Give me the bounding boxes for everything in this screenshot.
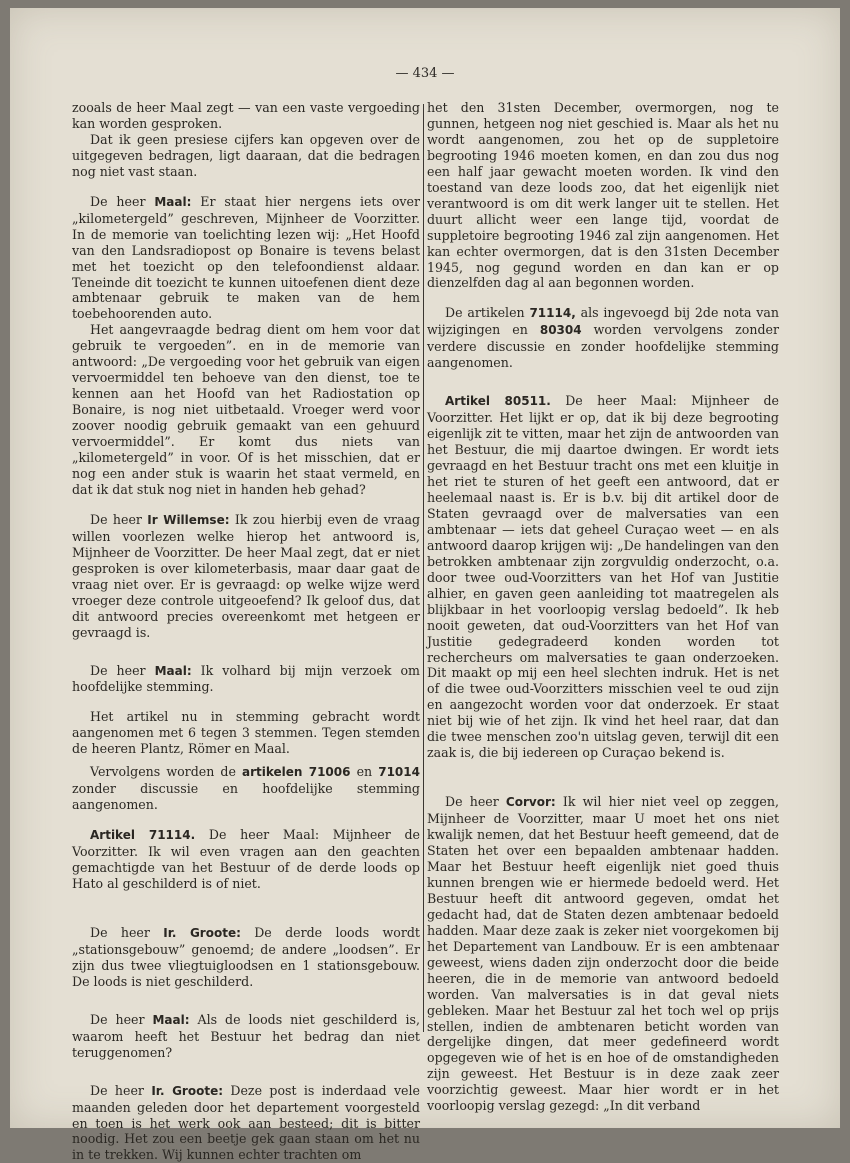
paragraph-text: De artikelen (445, 305, 530, 321)
paragraph (72, 132, 420, 180)
paragraph (427, 100, 779, 291)
paragraph (427, 794, 779, 1114)
paragraph (72, 1083, 420, 1163)
speaker-label: artikelen 71006 (242, 765, 351, 780)
paragraph (427, 305, 779, 371)
page-number: — 434 — (395, 66, 455, 81)
paragraph-text: Als de loods niet geschilderd is, waarom heeft het Bestuur het bedrag dan niet teruggenomen? (72, 1011, 420, 1060)
paragraph-text: De heer Maal: Mijnheer de Voorzitter. Het lijkt er op, dat ik bij deze begrooting eigenlijk zit te vitten, maar het zijn de antwoorden van het Bestuur, die mij daartoe dwingen. Er wordt iets gevraagd en het Bestuur tracht ons met een kluitje in het riet te sturen of het geeft een antwoord, dat er heelemaal naast is. Er is b.v. bij dit artikel door de Staten gevraagd over de malversaties van een ambtenaar — iets dat geheel Curaçao weet — en als antwoord daarop krijgen wij: „De handelingen van den betrokken ambtenaar zijn zorgvuldig onderzocht, o.a. door twee oud-Voorzitters van het Hof van Justitie alhier, en gaven geen aanleiding tot maatregelen als blijkbaar in het voorloopig verslag bedoeld”. Ik heb nooit geweten, dat oud-Voorzitters van het Hof van Justitie gedegradeerd konden worden tot rechercheurs om malversaties te gaan onderzoeken. Dit maakt op mij een heel slechten indruk. Het is net of die twee oud-Voorzitters misschien veel te oud zijn en aangezocht worden voor dat onderzoek. Er staat niet bij wie of het zijn. Ik vind het heel raar, dat dan die twee menschen zoo'n uitslag geven, terwijl dit een zaak is, die bij iedereen op Curaçao bekend is. (427, 393, 779, 761)
speaker-label: Maal: (152, 1012, 190, 1027)
speaker-label: Ir Willemse: (147, 512, 230, 527)
right-column (427, 100, 779, 1114)
speaker-label: Maal: (154, 663, 192, 678)
paragraph-text: De heer (445, 794, 506, 810)
paragraph-text: worden vervolgens zonder verdere discussie en zonder hoofdelijke stemming aangenomen. (427, 322, 780, 371)
left-column (72, 100, 420, 1163)
paragraph-text: het den 31sten December, overmorgen, nog te gunnen, hetgeen nog niet geschied is. Maar als het nu wordt aangenomen, zou het op de suppletoire begrooting 1946 moeten komen, en dan zou dus nog een half jaar gewacht moeten worden. Ik vind den toestand van deze loods zoo, dat het eigenlijk niet verantwoord is om dit werk langer uit te stellen. Het duurt allicht weer een lange tijd, voordat de suppletoire begrooting 1946 zal zijn aangenomen. Het kan echter overmorgen, dat is den 31sten December 1945, nog gegund worden en dan kan er op dienzelfden dag al aan begonnen worden. (427, 100, 779, 291)
paragraph-text: De heer (90, 511, 148, 527)
paragraph-text: en (350, 764, 379, 780)
paragraph (427, 393, 779, 761)
speaker-label: Corvor: (505, 795, 556, 810)
speaker-label: Ir. Groote: (163, 925, 241, 940)
paragraph (72, 322, 420, 497)
paragraph-text: als ingevoegd bij 2de nota van wijzigingen en (427, 305, 779, 338)
paragraph-text: Ik zou hierbij even de vraag willen voorlezen welke hierop het antwoord is, Mijnheer de Voorzitter. De heer Maal zegt, dat er niet gesproken is over kilometerbasis, maar daar gaat de vraag niet over. Er is gevraagd: op welke wijze werd vroeger deze controle uitgeoefend? Ik geloof dus, dat dit antwoord precies overeenkomt met hetgeen er gevraagd is. (72, 511, 421, 640)
paragraph (72, 764, 420, 813)
speaker-label: Artikel 71114. (90, 828, 196, 843)
column-divider (423, 104, 424, 1032)
paragraph (72, 925, 420, 990)
paragraph (72, 663, 420, 696)
paragraph-text: De heer (90, 1082, 152, 1098)
paragraph-text: Er staat hier nergens iets over „kilometergeld” geschreven, Mijnheer de Voorzitter. In de memorie van toelichting lezen wij: „Het Hoofd van den Landsradiopost op Bonaire is tevens belast met het toezicht op den telefoondienst aldaar. Teneinde dit toezicht te kunnen uitoefenen dient deze ambtenaar gebruik te maken van de hem toebehoorenden auto. (72, 193, 420, 322)
paragraph-text: De heer (90, 193, 155, 209)
paragraph-text: Vervolgens worden de (90, 764, 243, 780)
paragraph-text: Het aangevraagde bedrag dient om hem voor dat gebruik te vergoeden”. en in de memorie van antwoord: „De vergoeding voor het gebruik van eigen vervoermiddel ten behoeve van den dienst, toe te kennen aan het Hoofd van het Radiostation op Bonaire, is nog niet uitbetaald. Vroeger werd voor zoover noodig gebruik gemaakt van een gehuurd vervoermiddel”. Er komt dus niets van „kilometergeld” in voor. Of is het misschien, dat er nog een ander stuk is waarin het staat vermeld, en dat ik dat stuk nog niet in handen heb gehad? (72, 322, 420, 497)
paragraph-text: Ik wil hier niet veel op zeggen, Mijnheer de Voorzitter, maar U moet het ons niet kwalijk nemen, dat het Bestuur heeft gemeend, dat de Staten het over een bepaalden ambtenaar hadden. Maar het Bestuur heeft eigenlijk niet goed thuis kunnen brengen wie er hiermede bedoeld werd. Het Bestuur heeft dit antwoord gegeven, omdat het gedacht had, dat de Staten dezen ambtenaar bedoeld hadden. Maar deze zaak is zeker niet voorgekomen bij het Departement van Landbouw. Er is een ambtenaar geweest, wiens daden zijn onderzocht door die beide heeren, die in de memorie van antwoord bedoeld worden. Van malversaties is in dat geval niets gebleken. Maar het Bestuur zal het toch wel op prijs stellen, indien de ambtenaren beticht worden van dergelijke dingen, dat meer gedefineerd wordt opgegeven wie of het is en hoe of de omstandigheden zijn geweest. Het Bestuur is in deze zaak zeer voorzichtig geweest. Maar hier wordt er in het voorloopig verslag gezegd: „In dit verband (427, 794, 780, 1114)
paragraph (72, 827, 420, 892)
paragraph (72, 100, 420, 132)
speaker-label: 71114, (529, 306, 576, 321)
speaker-label: Ir. Groote: (151, 1083, 224, 1098)
speaker-label: 80304 (539, 323, 582, 338)
paragraph-text: Ik volhard bij mijn verzoek om hoofdelijke stemming. (72, 662, 421, 695)
paragraph-text: De heer Maal: Mijnheer de Voorzitter. Ik wil even vragen aan den geachten gemachtigde van het Bestuur of de derde loods op Hato al geschilderd is of niet. (72, 827, 421, 891)
paragraph-text: Dat ik geen presiese cijfers kan opgeven over de uitgegeven bedragen, ligt daaraan, dat die bedragen nog niet vast staan. (72, 131, 420, 179)
paragraph-text: De heer (90, 1011, 153, 1027)
paragraph-text: zonder discussie en hoofdelijke stemming aangenomen. (72, 781, 420, 813)
paragraph-text: Deze post is inderdaad vele maanden geleden door het departement voorgesteld en toen is het werk ook aan besteed; dit is bitter noodig. Het zou een beetje gek gaan staan om het nu in te trekken. Wij kunnen echter trachten om (72, 1082, 420, 1163)
paragraph (72, 512, 420, 641)
speaker-label: Artikel 80511. (445, 394, 551, 409)
paragraph (72, 194, 420, 323)
paragraph-text: De derde loods wordt „stationsgebouw” genoemd; de andere „loodsen”. Er zijn dus twee vliegtuigloodsen en 1 stationsgebouw. De loods is niet geschilderd. (72, 924, 420, 989)
paragraph-text: De heer (90, 662, 155, 678)
paragraph-text: zooals de heer Maal zegt — van een vaste vergoeding kan worden gesproken. (72, 100, 420, 131)
paragraph-text: De heer (90, 924, 164, 940)
paragraph (72, 1012, 420, 1061)
speaker-label: Maal: (154, 194, 192, 209)
speaker-label: 71014 (378, 765, 420, 780)
paragraph-text: Het artikel nu in stemming gebracht wordt aangenomen met 6 tegen 3 stemmen. Tegen stemden de heeren Plantz, Römer en Maal. (72, 709, 420, 757)
paragraph (72, 709, 420, 757)
